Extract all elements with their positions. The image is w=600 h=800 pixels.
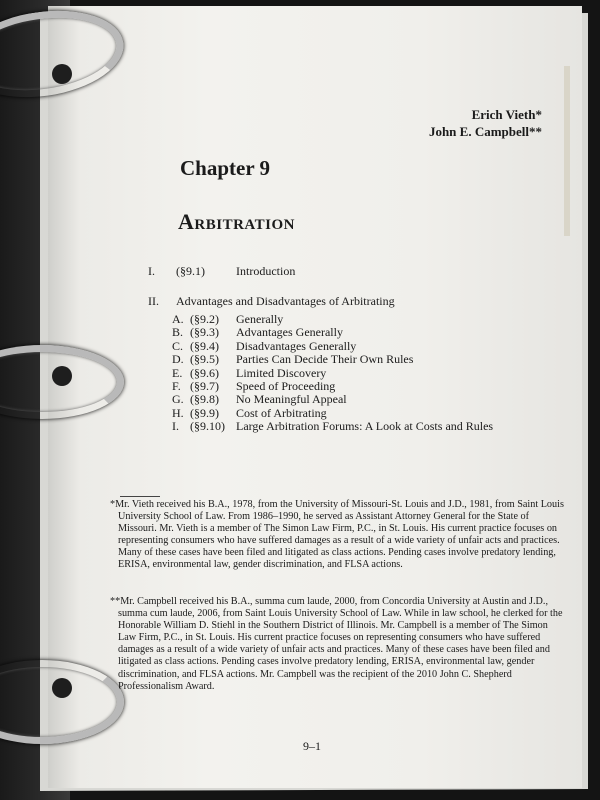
toc-subitem — [172, 340, 493, 353]
subitem-letter: E. — [172, 365, 183, 380]
subitem-section: (§9.5) — [190, 352, 219, 367]
subitem-letter: B. — [172, 325, 184, 340]
subitem-section: (§9.2) — [190, 312, 219, 326]
toc-number: I. — [148, 264, 155, 278]
subitem-label: Large Arbitration Forums: A Look at Costs and Rules — [236, 419, 494, 434]
footnote-campbell: **Mr. Campbell received his B.A., summa cum laude, 2000, from Concordia University at Austin and J.D., summa cum laude, 2006, from Saint Louis University School of Law. While in law school, he clerked for the Honorable William D. Stiehl in the Southern District of Illinois. Mr. Campbell is a member of The Simon Law Firm, P.C., in St. Louis. His current practice focuses on representing consumers who have suffered damages as a result of a wide variety of unfair acts and practices. Many of these cases have been filed and litigated as class actions. Pending cases involve predatory lending, ERISA, environmental law, gender discrimination, and FLSA actions. Mr. Campbell was the recipient of the 2010 John C. Shepherd Professionalism Award. — [110, 596, 563, 692]
subitem-section: (§9.6) — [190, 365, 219, 380]
toc-subitem — [172, 326, 493, 339]
toc-section: (§9.1) — [176, 264, 205, 278]
toc-label: Introduction — [236, 264, 296, 278]
toc-subitem — [172, 353, 493, 366]
divider-tab-edge — [564, 66, 570, 236]
subitem-letter: F. — [172, 379, 181, 394]
subitem-letter: C. — [172, 338, 184, 353]
subitem-letter: I. — [172, 419, 179, 434]
subitem-letter: D. — [172, 352, 184, 367]
toc-label: Advantages and Disadvantages of Arbitrating — [176, 294, 395, 308]
toc-number: II. — [148, 294, 159, 308]
toc-subitem — [172, 407, 493, 420]
subitem-label: Cost of Arbitrating — [236, 405, 327, 420]
subitem-letter: G. — [172, 392, 184, 407]
footnote-rule — [120, 496, 160, 497]
subitem-label: Generally — [236, 312, 284, 326]
toc-subitem — [172, 420, 493, 433]
toc-entry — [148, 294, 395, 309]
toc-entry — [148, 264, 295, 279]
author-1: Erich Vieth* — [471, 107, 542, 122]
footnote-vieth: *Mr. Vieth received his B.A., 1978, from the University of Missouri-St. Louis and J.D., 1981, from Saint Louis University School of Law. From 1986–1990, he served as Assistant Attorney General for the State of Missouri. Mr. Vieth is a member of The Simon Law Firm, P.C., in St. Louis. His current practice focuses on representing consumers who have suffered damages as a result of a wide variety of unfair acts and practices. Many of these cases have been filed and litigated as class actions. Pending cases involve predatory lending, ERISA, environmental law, gender discrimination, and FLSA actions. — [110, 499, 564, 571]
subitem-label: Limited Discovery — [236, 365, 327, 380]
toc-subitem — [172, 367, 493, 380]
subitem-letter: A. — [172, 312, 184, 326]
subitem-section: (§9.7) — [190, 379, 219, 394]
subitem-label: Speed of Proceeding — [236, 379, 336, 394]
page-number: 9–1 — [303, 739, 321, 753]
toc-subitem — [172, 313, 493, 326]
document-page — [48, 6, 582, 788]
subitem-label: No Meaningful Appeal — [236, 392, 347, 407]
toc-subitems — [172, 313, 493, 434]
subitem-label: Advantages Generally — [236, 325, 343, 340]
author-block — [429, 106, 542, 140]
toc-subitem — [172, 393, 493, 406]
toc-subitem — [172, 380, 493, 393]
subitem-section: (§9.8) — [190, 392, 219, 407]
subitem-label: Parties Can Decide Their Own Rules — [236, 352, 414, 367]
author-2: John E. Campbell** — [428, 124, 542, 139]
subitem-section: (§9.9) — [190, 405, 219, 420]
subitem-letter: H. — [172, 405, 184, 420]
subitem-section: (§9.10) — [190, 419, 225, 434]
chapter-number: Chapter 9 — [180, 156, 271, 180]
subitem-section: (§9.3) — [190, 325, 219, 340]
chapter-title: Arbitration — [178, 209, 295, 234]
subitem-label: Disadvantages Generally — [236, 338, 357, 353]
subitem-section: (§9.4) — [190, 338, 219, 353]
